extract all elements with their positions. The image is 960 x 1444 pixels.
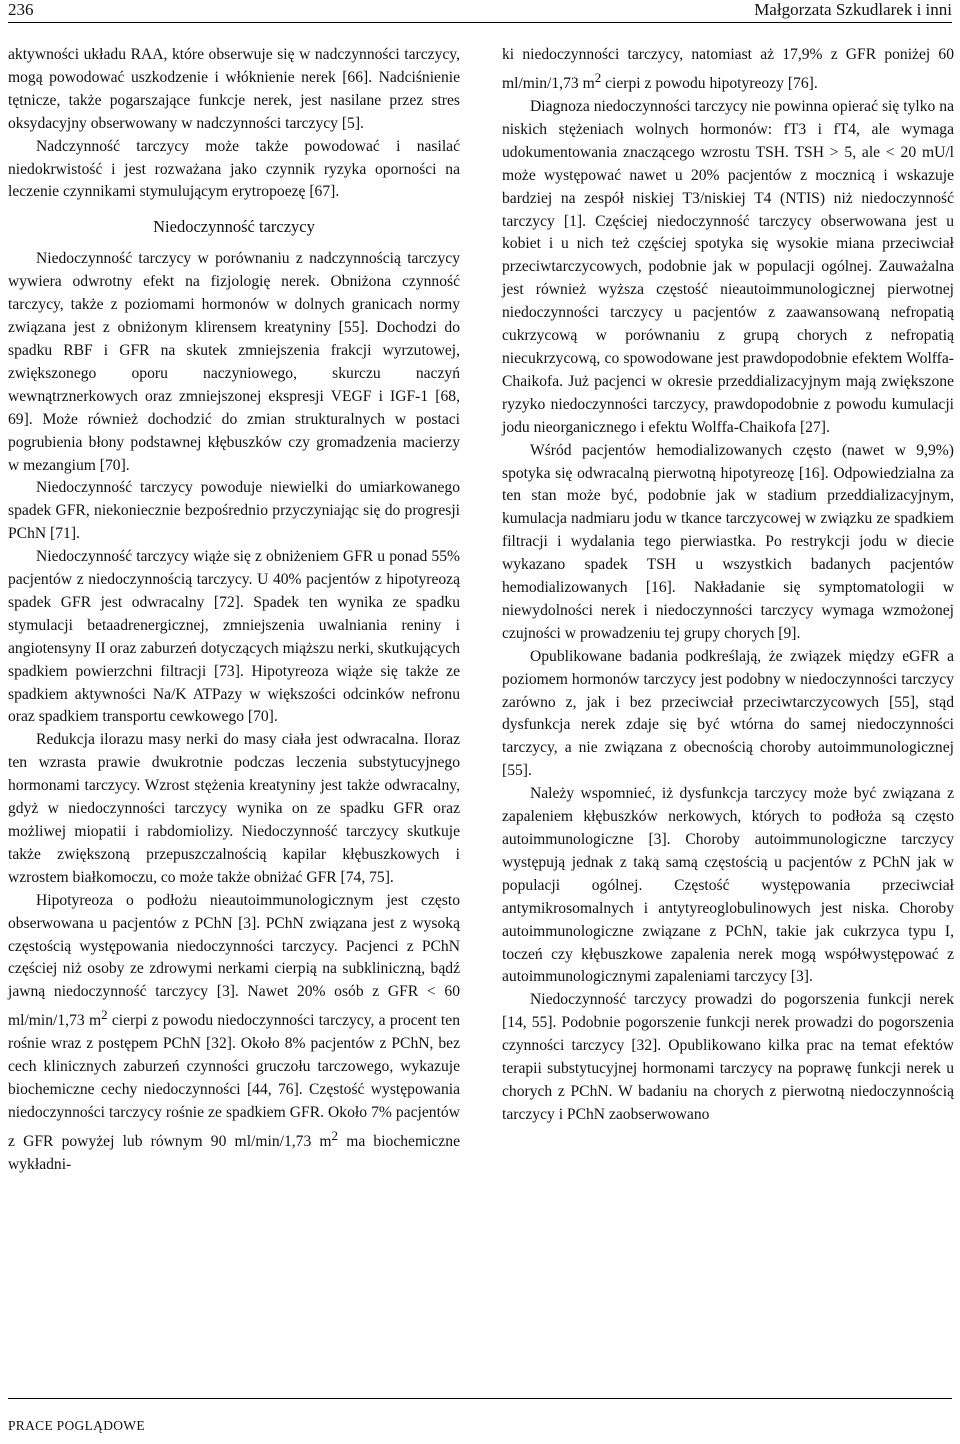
left-paragraph-5: Niedoczynność tarczycy wiąże się z obniżeniem GFR u ponad 55% pacjentów z niedoczynnością tarczycy. U 40% pacjentów z hipotyreozą spadek GFR jest odwracalny [72]. Spadek ten wynika ze spadku stymulacji betaadrenergicznej, zmniejszenia uwalniania reniny i angiotensyny II oraz zaburzeń dotyczących miąższu nerki, skutkujących spadkiem powierzchni filtracji [73]. Hipotyreoza wiąże się także ze spadkiem aktywności Na/K ATPazy w większości odcinków nefronu oraz spadkiem transportu cewkowego [70].: [8, 548, 460, 726]
right-paragraph-5: Należy wspomnieć, iż dysfunkcja tarczycy może być związana z zapaleniem kłębuszków nerkowych, których to podłoża są często autoimmunologiczne [3]. Choroby autoimmunologiczne tarczycy występują jednak z taką samą częstością u pacjentów z PChN jak w populacji ogólnej. Częstość występowania przeciwciał antymikrosomalnych i antytyreoglobulinowych jest niska. Choroby autoimmunologiczne związane z PChN, takie jak cukrzyca typu I, toczeń czy kłębuszkowe zapalenia nerek mogą współwystępować z autoimmunologicznymi zapaleniami tarczycy [3].: [502, 785, 954, 986]
right-paragraph-1-part-a: ki niedoczynności tarczycy, natomiast aż 17,9% z GFR poniżej 60 ml/min/1,73 m: [502, 46, 954, 93]
left-paragraph-7: [8, 890, 460, 1177]
left-paragraph-7-part-a: Hipotyreoza o podłożu nieautoimmunologicznym jest często obserwowana u pacjentów z PChN [3]. PChN związana jest z wysoką częstością występowania niedoczynności tarczycy. Pacjenci z PChN częściej niż osoby ze zdrowymi nerkami cierpią na subkliniczną, bądź jawną niedoczynność tarczycy [3]. Nawet 20% osób z GFR < 60 ml/min/1,73 m: [8, 891, 460, 1030]
left-paragraph-7-part-c: ma biochemiczne wykładni-: [8, 1133, 460, 1174]
right-paragraph-1: [502, 44, 954, 96]
right-paragraph-6: Niedoczynność tarczycy prowadzi do pogorszenia funkcji nerek [14, 55]. Podobnie pogorszenie funkcji nerek prowadzi do pogorszenia czynności tarczycy [32]. Opublikowano kilka prac na temat efektów terapii substytucyjnej hormonami tarczycy na poprawę funkcji nerek u chorych z PChN. W badaniu na chorych z pierwotną niedoczynnością tarczycy i PChN zaobserwowano: [502, 991, 954, 1123]
left-paragraph-6: Redukcja ilorazu masy nerki do masy ciała jest odwracalna. Iloraz ten wzrasta prawie dwukrotnie podczas leczenia substytucyjnego hormonami tarczycy. Wzrost stężenia kreatyniny jest także odwracalny, gdyż w niedoczynności tarczycy wynika on ze spadku GFR oraz możliwej miopatii i rabdomiolizy. Niedoczynność tarczycy skutkuje także zwiększoną przepuszczalnością kapilar kłębuszkowych i wzrostem białkomoczu, co może także obniżać GFR [74, 75].: [8, 731, 460, 886]
header-rule: [8, 22, 952, 23]
left-column: [8, 44, 460, 1177]
running-header: [8, 0, 952, 20]
section-heading: Niedoczynność tarczycy: [153, 217, 315, 237]
superscript-2: 2: [594, 69, 602, 85]
footer-rule: [8, 1398, 952, 1399]
left-paragraph-4: Niedoczynność tarczycy powoduje niewielki do umiarkowanego spadek GFR, niekoniecznie bezpośrednio przyczyniając się do progresji PChN [71].: [8, 479, 460, 543]
superscript-2: 2: [331, 1127, 339, 1143]
running-header-authors: Małgorzata Szkudlarek i inni: [754, 0, 952, 19]
right-paragraph-1-part-b: cierpi z powodu hipotyreozy [76].: [601, 75, 818, 93]
right-paragraph-2: Diagnoza niedoczynności tarczycy nie powinna opierać się tylko na niskich stężeniach wolnych hormonów: fT3 i fT4, ale wymaga udokumentowania znaczącego wzrostu TSH. TSH > 5, ale < 20 mU/l może występować nawet u 20% pacjentów z mocznicą i wskazuje bardziej na zespół niskiej T3/niskiej T4 (NTIS) niż niedoczynność tarczycy [1]. Częściej niedoczynność tarczycy obserwowana jest u kobiet i u nich też częściej spotyka się wysokie miana przeciwciał przeciwtarczycowych, podobnie jak w populacji ogólnej. Zauważalna jest również wyższa częstość nieautoimmunologicznej pierwotnej niedoczynności tarczycy u pacjentów z zaawansowaną nefropatią cukrzycową w porównaniu z grupą chorych z nefropatią niecukrzycową, co spowodowane jest prawdopodobnie efektem Wolffa-Chaikofa. Już pacjenci w okresie przeddializacyjnym mają zwiększone ryzyko niedoczynności tarczycy, prawdopodobnie z powodu kumulacji jodu nieorganicznego i efektu Wolffa-Chaikofa [27].: [502, 98, 954, 436]
left-paragraph-2: Nadczynność tarczycy może także powodować i nasilać niedokrwistość i jest rozważana jako czynnik ryzyka oporności na leczenie czynnikami stymulującym erytropoezę [67].: [8, 137, 460, 201]
right-column: [502, 44, 954, 1127]
superscript-2: 2: [101, 1007, 108, 1023]
section-label: PRACE POGLĄDOWE: [8, 1418, 145, 1433]
right-paragraph-3: Wśród pacjentów hemodializowanych często (nawet w 9,9%) spotyka się odwracalną pierwotną hipotyreozę [16]. Odpowiedzialna za ten stan może być, podobnie jak w stadium przeddializacyjnym, kumulacja nadmiaru jodu w tkance tarczycowej w związku ze spadkiem filtracji i wydalania tego pierwiastka. Po restrykcji jodu w diecie wykazano spadek TSH u wszystkich badanych pacjentów hemodializowanych [16]. Nakładanie się symptomatologii w niewydolności nerek i niedoczynności tarczycy wymaga wzmożonej czujności w prowadzeniu tej grupy chorych [9].: [502, 441, 954, 642]
right-paragraph-4: Opublikowane badania podkreślają, że związek między eGFR a poziomem hormonów tarczycy jest podobny w niedoczynności tarczycy zarówno z, jak i bez przeciwciał przeciwtarczycowych [55], stąd dysfunkcja nerek zdaje się być wtórna do samej niedoczynności tarczycy, a nie związana z obecnością choroby autoimmunologicznej [55].: [502, 647, 954, 780]
page-number: 236: [8, 0, 34, 19]
left-paragraph-7-part-b: cierpi z powodu niedoczynności tarczycy, a procent ten rośnie wraz z postępem PChN [32]. Około 8% pacjentów z PChN, bez cech klinicznych zaburzeń czynności gruczołu tarczowego, wykazuje biochemiczne cechy niedoczynności [44, 76]. Częstość występowania niedoczynności tarczycy rośnie ze spadkiem GFR. Około 7% pacjentów z GFR powyżej lub równym 90 ml/min/1,73 m: [8, 1012, 460, 1151]
left-paragraph-3: Niedoczynność tarczycy w porównaniu z nadczynnością tarczycy wywiera odwrotny efekt na fizjologię nerek. Obniżona czynność tarczycy, także z poziomami hormonów w dolnych granicach normy związana jest z obniżonym klirensem kreatyniny [55]. Dochodzi do spadku RBF i GFR na skutek zmniejszenia frakcji wyrzutowej, zwiększonego oporu naczyniowego, skurczu naczyń wewnątrznerkowych oraz zmniejszonej ekspresji VEGF i IGF-1 [68, 69]. Może również dochodzić do zmian strukturalnych w postaci pogrubienia błony podstawnej kłębuszków czy gromadzenia macierzy w mezangium [70].: [8, 250, 460, 474]
left-paragraph-1: aktywności układu RAA, które obserwuje się w nadczynności tarczycy, mogą powodować uszkodzenie i włóknienie nerek [66]. Nadciśnienie tętnicze, także pogarszające funkcje nerek, jest nasilane przez stres oksydacyjny obserwowany w nadczynności tarczycy [5].: [8, 46, 460, 132]
